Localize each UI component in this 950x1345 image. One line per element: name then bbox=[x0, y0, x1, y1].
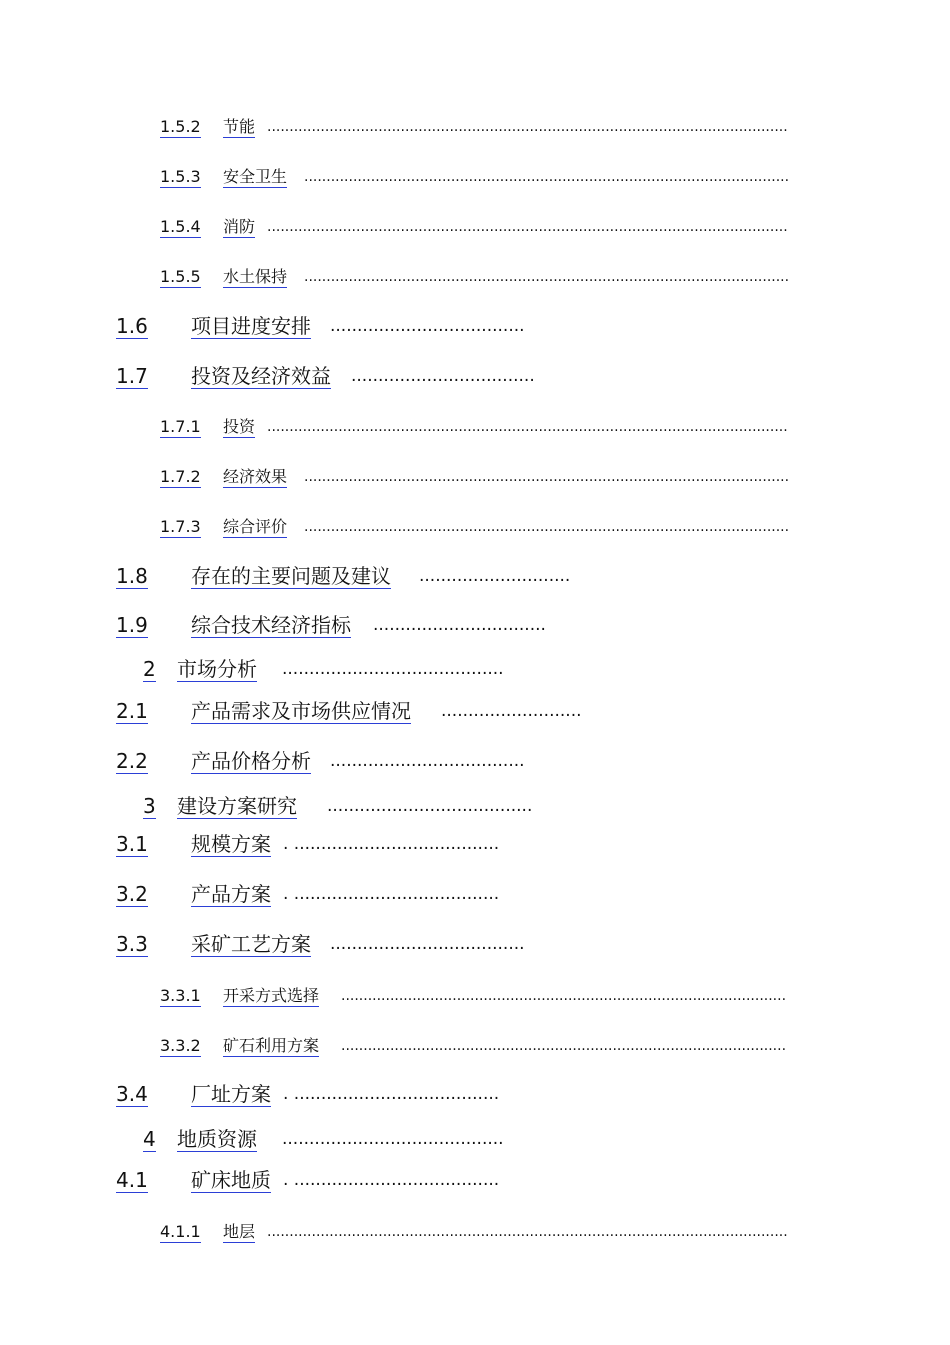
toc-leader-dots: .................................... bbox=[330, 934, 525, 954]
toc-entry-3-1[interactable] bbox=[116, 834, 546, 858]
toc-title[interactable]: 产品价格分析 bbox=[191, 749, 311, 773]
toc-entry-2-2[interactable] bbox=[116, 751, 576, 775]
toc-number[interactable]: 1.7.1 bbox=[160, 417, 201, 436]
toc-title[interactable]: 投资及经济效益 bbox=[191, 364, 331, 388]
toc-entry-3-2[interactable] bbox=[116, 884, 546, 908]
toc-leader-dots: ..................................................................................................................... bbox=[267, 1224, 788, 1240]
toc-title[interactable]: 建设方案研究 bbox=[177, 794, 297, 818]
toc-entry-1-5-3[interactable] bbox=[160, 169, 790, 189]
toc-number[interactable]: 3.4 bbox=[116, 1082, 148, 1106]
toc-title[interactable]: 综合评价 bbox=[223, 517, 288, 536]
toc-title[interactable]: 项目进度安排 bbox=[191, 314, 311, 338]
toc-title[interactable]: 开采方式选择 bbox=[223, 986, 320, 1005]
toc-entry-4[interactable] bbox=[143, 1129, 553, 1153]
toc-number[interactable]: 1.5.4 bbox=[160, 217, 201, 236]
toc-entry-1-7[interactable] bbox=[116, 366, 576, 390]
toc-number[interactable]: 4.1.1 bbox=[160, 1222, 201, 1241]
toc-leader-dots: ..................................................................................................................... bbox=[267, 219, 788, 235]
toc-title[interactable]: 厂址方案 bbox=[191, 1082, 271, 1106]
toc-title[interactable]: 水土保持 bbox=[223, 267, 288, 286]
toc-title[interactable]: 综合技术经济指标 bbox=[191, 613, 351, 637]
toc-leader-dots: ............................................................................................................. bbox=[304, 169, 790, 185]
toc-title[interactable]: 地层 bbox=[223, 1222, 256, 1241]
toc-entry-1-8[interactable] bbox=[116, 566, 596, 590]
toc-leader-dots: ......................................... bbox=[282, 659, 504, 679]
toc-entry-1-7-2[interactable] bbox=[160, 469, 790, 489]
toc-leader-dots: ............................................................................................................. bbox=[304, 469, 790, 485]
toc-entry-4-1[interactable] bbox=[116, 1170, 546, 1194]
toc-entry-3-4[interactable] bbox=[116, 1084, 546, 1108]
toc-title[interactable]: 存在的主要问题及建议 bbox=[191, 564, 391, 588]
toc-number[interactable]: 3.2 bbox=[116, 882, 148, 906]
toc-entry-1-7-3[interactable] bbox=[160, 519, 790, 539]
toc-leader-dots: . ...................................... bbox=[283, 834, 500, 854]
toc-entry-1-7-1[interactable] bbox=[160, 419, 790, 439]
toc-entry-4-1-1[interactable] bbox=[160, 1224, 790, 1244]
toc-leader-dots: .................................................................................................... bbox=[341, 1038, 787, 1054]
toc-leader-dots: . ...................................... bbox=[283, 1084, 500, 1104]
toc-title[interactable]: 产品方案 bbox=[191, 882, 271, 906]
toc-leader-dots: ................................ bbox=[373, 615, 546, 635]
toc-entry-1-6[interactable] bbox=[116, 316, 576, 340]
toc-number[interactable]: 1.7.2 bbox=[160, 467, 201, 486]
toc-entry-2[interactable] bbox=[143, 659, 553, 683]
toc-leader-dots: . ...................................... bbox=[283, 1170, 500, 1190]
toc-number[interactable]: 1.7.3 bbox=[160, 517, 201, 536]
toc-number[interactable]: 1.5.5 bbox=[160, 267, 201, 286]
toc-leader-dots: .................................... bbox=[330, 751, 525, 771]
toc-number[interactable]: 3.1 bbox=[116, 832, 148, 856]
toc-leader-dots: .................................. bbox=[351, 366, 535, 386]
toc-title[interactable]: 矿石利用方案 bbox=[223, 1036, 320, 1055]
toc-number[interactable]: 1.7 bbox=[116, 364, 148, 388]
toc-leader-dots: ............................................................................................................. bbox=[304, 269, 790, 285]
toc-entry-2-1[interactable] bbox=[116, 701, 606, 725]
toc-number[interactable]: 3.3.1 bbox=[160, 986, 201, 1005]
toc-title[interactable]: 投资 bbox=[223, 417, 256, 436]
toc-entry-1-5-5[interactable] bbox=[160, 269, 790, 289]
toc-leader-dots: ............................ bbox=[419, 566, 571, 586]
toc-title[interactable]: 矿床地质 bbox=[191, 1168, 271, 1192]
toc-number[interactable]: 3 bbox=[143, 794, 156, 818]
toc-leader-dots: .......................... bbox=[441, 701, 582, 721]
toc-title[interactable]: 规模方案 bbox=[191, 832, 271, 856]
toc-number[interactable]: 4.1 bbox=[116, 1168, 148, 1192]
toc-leader-dots: ..................................................................................................................... bbox=[267, 419, 788, 435]
toc-title[interactable]: 市场分析 bbox=[177, 657, 257, 681]
toc-number[interactable]: 2.1 bbox=[116, 699, 148, 723]
toc-entry-1-9[interactable] bbox=[116, 615, 576, 639]
toc-number[interactable]: 1.5.3 bbox=[160, 167, 201, 186]
toc-number[interactable]: 3.3 bbox=[116, 932, 148, 956]
toc-entry-3-3-2[interactable] bbox=[160, 1038, 790, 1058]
toc-leader-dots: ...................................... bbox=[327, 796, 533, 816]
toc-number[interactable]: 3.3.2 bbox=[160, 1036, 201, 1055]
toc-number[interactable]: 2 bbox=[143, 657, 156, 681]
toc-leader-dots: .................................................................................................... bbox=[341, 988, 787, 1004]
toc-entry-3-3-1[interactable] bbox=[160, 988, 790, 1008]
toc-number[interactable]: 1.5.2 bbox=[160, 117, 201, 136]
toc-title[interactable]: 安全卫生 bbox=[223, 167, 288, 186]
toc-title[interactable]: 地质资源 bbox=[177, 1127, 257, 1151]
toc-title[interactable]: 经济效果 bbox=[223, 467, 288, 486]
toc-title[interactable]: 节能 bbox=[223, 117, 256, 136]
toc-leader-dots: ......................................... bbox=[282, 1129, 504, 1149]
toc-title[interactable]: 采矿工艺方案 bbox=[191, 932, 311, 956]
toc-number[interactable]: 1.6 bbox=[116, 314, 148, 338]
toc-leader-dots: ..................................................................................................................... bbox=[267, 119, 788, 135]
toc-leader-dots: ............................................................................................................. bbox=[304, 519, 790, 535]
toc-title[interactable]: 消防 bbox=[223, 217, 256, 236]
toc-entry-3-3[interactable] bbox=[116, 934, 576, 958]
toc-leader-dots: .................................... bbox=[330, 316, 525, 336]
toc-number[interactable]: 1.9 bbox=[116, 613, 148, 637]
toc-entry-3[interactable] bbox=[143, 796, 573, 820]
toc-entry-1-5-2[interactable] bbox=[160, 119, 790, 139]
toc-number[interactable]: 4 bbox=[143, 1127, 156, 1151]
toc-leader-dots: . ...................................... bbox=[283, 884, 500, 904]
toc-number[interactable]: 2.2 bbox=[116, 749, 148, 773]
toc-number[interactable]: 1.8 bbox=[116, 564, 148, 588]
toc-entry-1-5-4[interactable] bbox=[160, 219, 790, 239]
toc-title[interactable]: 产品需求及市场供应情况 bbox=[191, 699, 411, 723]
